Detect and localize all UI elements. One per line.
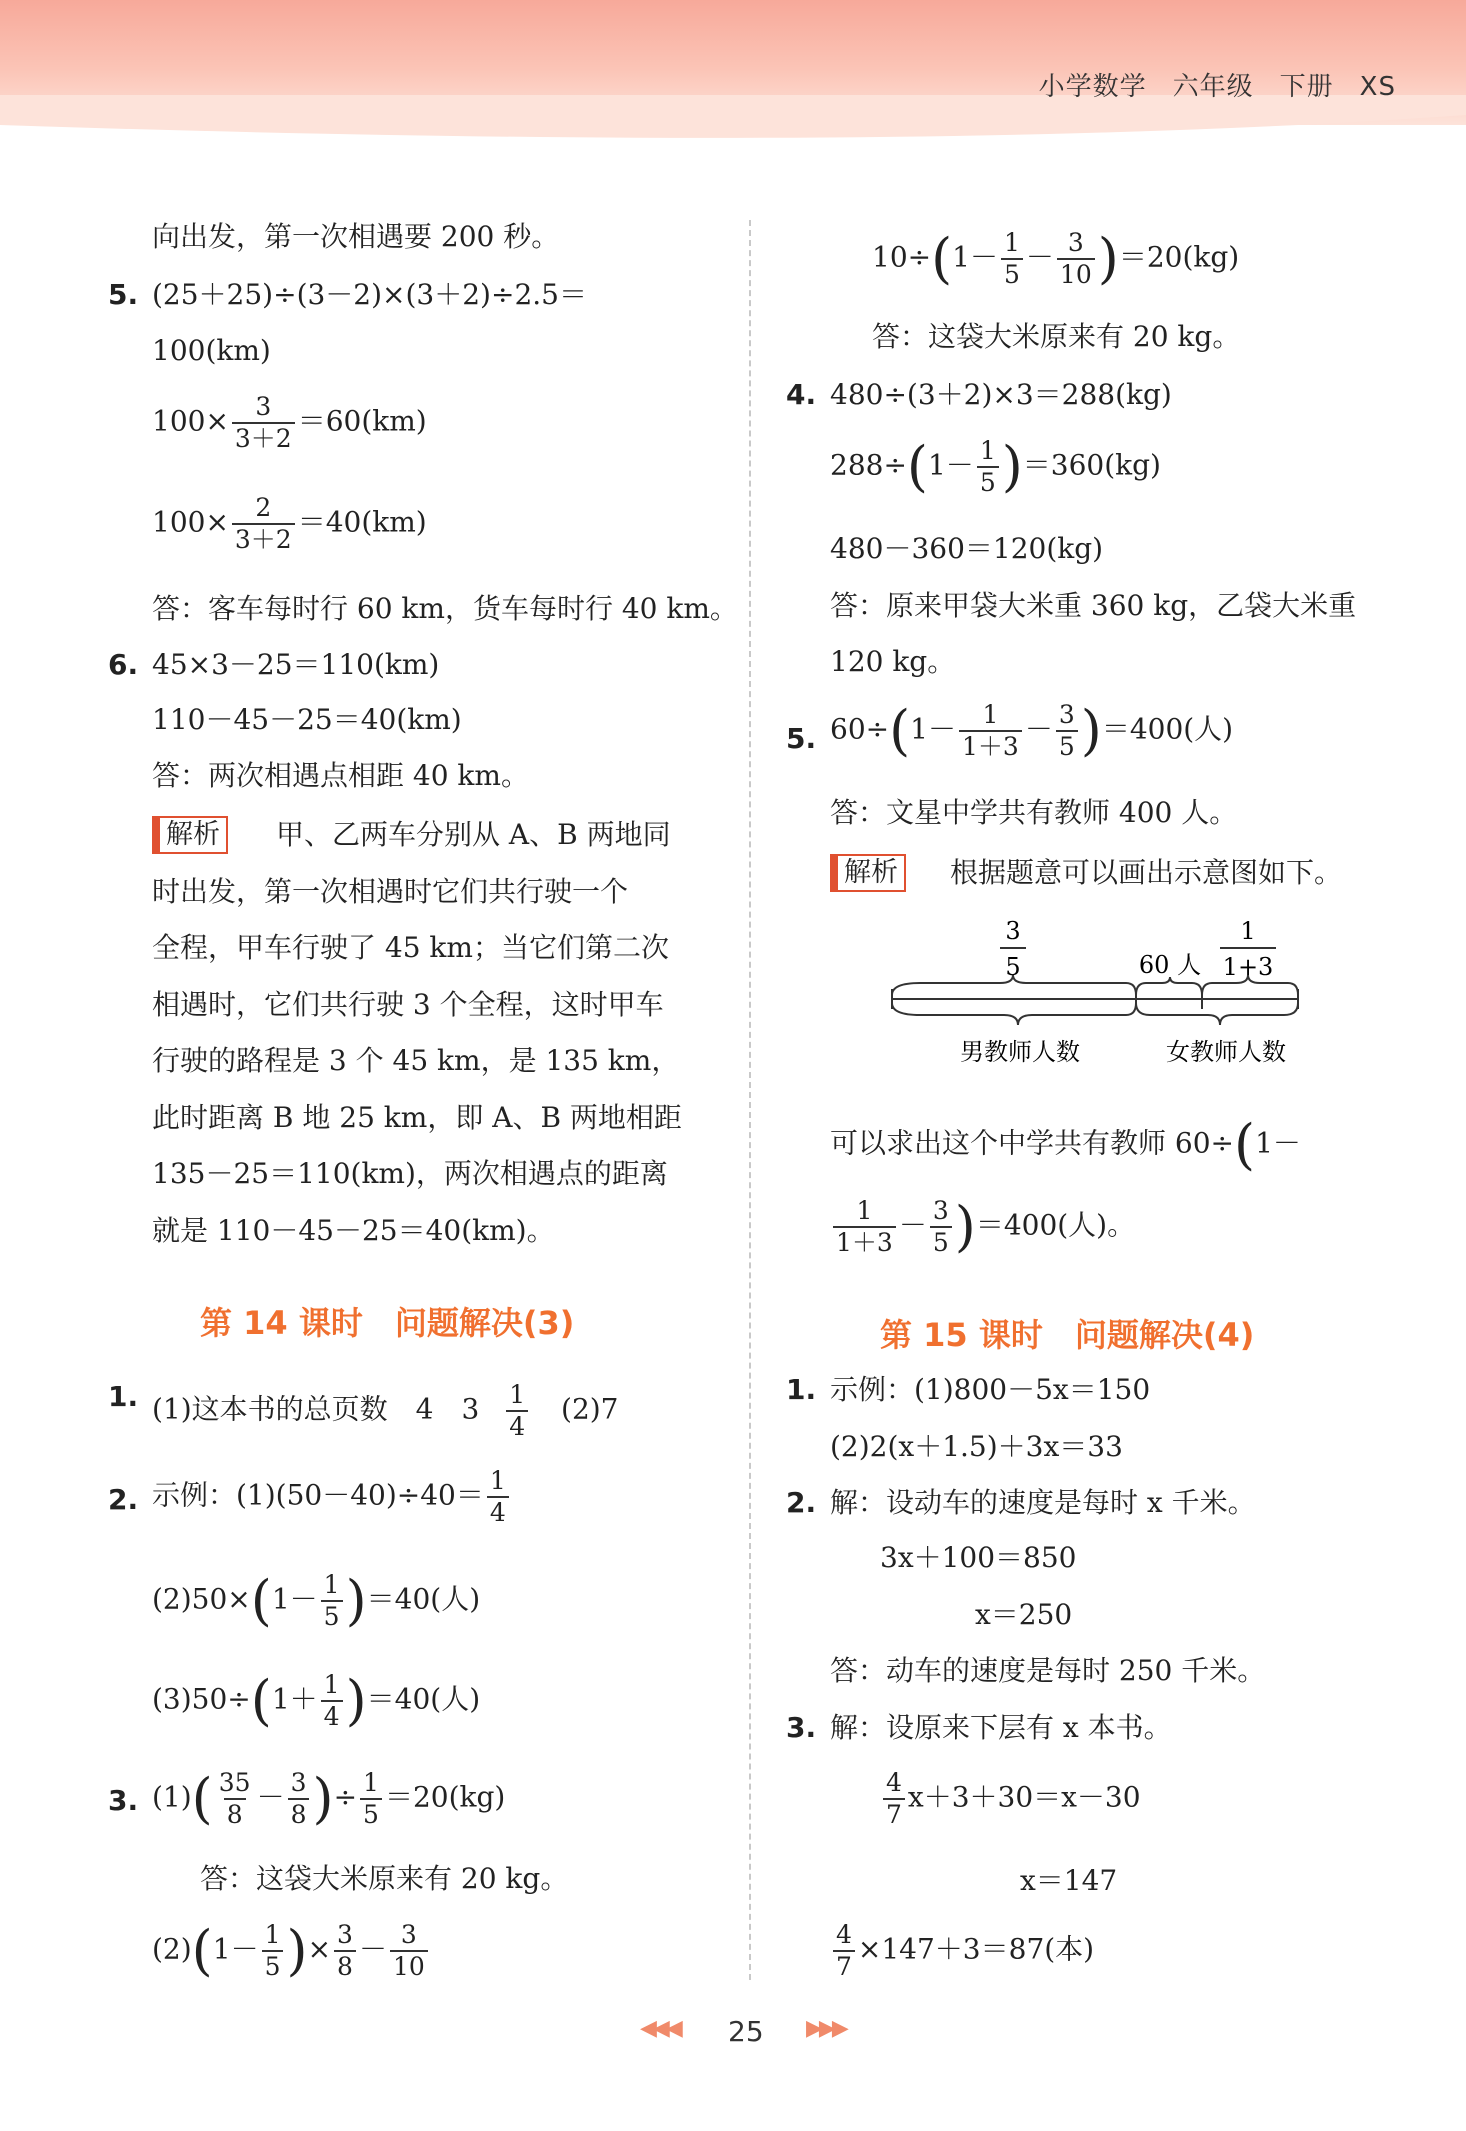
r-q4-line3: 480－360＝120(kg) (830, 532, 1104, 565)
header-info (1013, 66, 1396, 103)
r-calc-line2: $\frac{1}{1+3}$ － $\frac{3}{5}$ )＝400(人)。 (830, 1196, 1135, 1258)
fraction: $\frac{1}{1+3}$ (959, 700, 1022, 762)
q6-answer: 答：两次相遇点相距 40 km。 (152, 759, 529, 792)
analysis-line: 时出发，第一次相遇时它们共行驶一个 (152, 875, 629, 908)
fraction: $\frac{3}{8}$ (334, 1920, 356, 1982)
diagram-mid-label: 60 人 (1138, 951, 1202, 979)
q5-line3: 100× $\frac{3}{3+2}$ ＝60(km) (152, 392, 427, 453)
l15-q2-line1: 解：设动车的速度是每时 x 千米。 (830, 1486, 1256, 1519)
fraction: $\frac{3}{8}$ (288, 1768, 310, 1830)
l14-q3-line1: (1)( $\frac{35}{8}$ － $\frac{3}{8}$ )÷ $\frac{1}{5}$ ＝20(kg) (152, 1767, 506, 1830)
fraction: $\frac{3}{10}$ (1057, 228, 1095, 290)
intro-line: 向出发，第一次相遇要 200 秒。 (152, 220, 560, 253)
fraction: $\frac{3}{5}$ (930, 1196, 952, 1258)
diagram-frac2-den: 1+3 (1222, 953, 1274, 981)
fraction: $\frac{3}{10}$ (390, 1920, 428, 1982)
r-q5-number: 5. (786, 722, 817, 755)
l14-q1: (1)这本书的总页数 4 3 $\frac{1}{4}$ (2)7 (152, 1380, 619, 1441)
fraction: $\frac{1}{5}$ (1001, 228, 1023, 290)
l15-q3-line1: 解：设原来下层有 x 本书。 (830, 1711, 1172, 1744)
q5-number: 5. (108, 278, 139, 311)
diagram-male-label: 男教师人数 (960, 1038, 1080, 1066)
q6-line2: 110－45－25＝40(km) (152, 703, 462, 736)
analysis-line: 就是 110－45－25＝40(km)。 (152, 1214, 555, 1247)
analysis-line: 行驶的路程是 3 个 45 km，是 135 km， (152, 1044, 680, 1077)
analysis-line: 甲、乙两车分别从 A、B 两地同 (276, 818, 671, 851)
fraction: $\frac{1}{5}$ (262, 1920, 284, 1982)
subject: 小学数学 (1038, 72, 1147, 102)
q6-number: 6. (108, 648, 139, 681)
fraction: $\frac{4}{7}$ (883, 1768, 905, 1830)
volume: 下册 (1279, 72, 1334, 102)
prev-arrows-icon: ◀◀◀ (640, 2016, 679, 2041)
q5-line1: (25＋25)÷(3－2)×(3＋2)÷2.5＝ (152, 278, 587, 311)
r-q4-answer1: 答：原来甲袋大米重 360 kg，乙袋大米重 (830, 589, 1357, 622)
q5-line2: 100(km) (152, 334, 271, 367)
fraction: $\frac{1}{5}$ (360, 1768, 382, 1830)
fraction: $\frac{1}{5}$ (321, 1570, 343, 1632)
page-number: 25 (728, 2015, 764, 2048)
l14-q3-line3: (2)(1－ $\frac{1}{5}$ )× $\frac{3}{8}$ － $\frac{3}{10}$ (152, 1920, 431, 1982)
l15-q2-line3: x＝250 (975, 1598, 1073, 1631)
fraction: $\frac{1}{1+3}$ (833, 1196, 896, 1258)
diagram-frac1-num: 3 (1005, 917, 1021, 945)
column-divider (749, 220, 751, 1980)
l15-q3-line3: x＝147 (1020, 1864, 1118, 1897)
r-line1: 10÷(1－ $\frac{1}{5}$ － $\frac{3}{10}$ )＝20(kg) (872, 227, 1240, 290)
l14-q2-line2: (2)50×(1－ $\frac{1}{5}$ )＝40(人) (152, 1569, 481, 1632)
diagram-female-label: 女教师人数 (1166, 1038, 1286, 1066)
r-answer1: 答：这袋大米原来有 20 kg。 (872, 320, 1241, 353)
l15-q3-line2: $\frac{4}{7}$ x＋3＋30＝x－30 (880, 1768, 1141, 1830)
grade: 六年级 (1172, 72, 1254, 102)
teacher-diagram (880, 915, 1340, 1085)
l15-q2-number: 2. (786, 1486, 817, 1519)
analysis-line: 此时距离 B 地 25 km，即 A、B 两地相距 (152, 1101, 682, 1134)
l14-q1-number: 1. (108, 1380, 139, 1413)
l15-q2-line2: 3x＋100＝850 (880, 1541, 1077, 1574)
diagram-frac2-num: 1 (1240, 917, 1256, 945)
q5-answer: 答：客车每时行 60 km，货车每时行 40 km。 (152, 592, 738, 625)
fraction: $\frac{3}{3+2}$ (232, 392, 295, 454)
analysis-tag: 解析 (830, 854, 906, 892)
q5-line4: 100× $\frac{2}{3+2}$ ＝40(km) (152, 493, 427, 554)
analysis-tag: 解析 (152, 816, 228, 854)
fraction: $\frac{2}{3+2}$ (232, 493, 295, 555)
r-q5-line1: 60÷(1－ $\frac{1}{1+3}$ － $\frac{3}{5}$ )＝400(人) (830, 699, 1234, 762)
l15-q1-line2: (2)2(x＋1.5)＋3x＝33 (830, 1430, 1123, 1463)
l15-q2-answer: 答：动车的速度是每时 250 千米。 (830, 1654, 1266, 1687)
l14-q2-number: 2. (108, 1483, 139, 1516)
l14-q2-line1: 示例：(1)(50－40)÷40＝ $\frac{1}{4}$ (152, 1466, 512, 1528)
l14-q2-line3: (3)50÷(1＋ $\frac{1}{4}$ )＝40(人) (152, 1669, 481, 1732)
r-calc-line1: 可以求出这个中学共有教师 60÷(1－ (830, 1113, 1301, 1176)
fraction: $\frac{3}{5}$ (1056, 700, 1078, 762)
r-analysis: 根据题意可以画出示意图如下。 (950, 856, 1343, 889)
l14-q3-answer: 答：这袋大米原来有 20 kg。 (200, 1862, 569, 1895)
fraction: $\frac{35}{8}$ (218, 1768, 251, 1829)
r-q5-answer: 答：文星中学共有教师 400 人。 (830, 796, 1238, 829)
diagram-frac1-den: 5 (1005, 953, 1021, 981)
edition: XS (1359, 72, 1396, 102)
fraction: $\frac{1}{4}$ (321, 1670, 343, 1732)
fraction: $\frac{1}{5}$ (977, 436, 999, 498)
q6-line1: 45×3－25＝110(km) (152, 648, 440, 681)
fraction: $\frac{4}{7}$ (833, 1920, 855, 1982)
lesson-15-title: 第 15 课时 问题解决(4) (880, 1316, 1255, 1354)
r-q4-number: 4. (786, 378, 817, 411)
l14-q3-number: 3. (108, 1784, 139, 1817)
analysis-line: 相遇时，它们共行驶 3 个全程，这时甲车 (152, 988, 664, 1021)
fraction: $\frac{1}{4}$ (487, 1466, 509, 1528)
analysis-line: 全程，甲车行驶了 45 km；当它们第二次 (152, 931, 669, 964)
l15-q3-line4: $\frac{4}{7}$ ×147＋3＝87(本) (830, 1920, 1094, 1982)
r-q4-answer2: 120 kg。 (830, 645, 956, 678)
l15-q1-line1: 示例：(1)800－5x＝150 (830, 1373, 1151, 1406)
l15-q3-number: 3. (786, 1711, 817, 1744)
r-q4-line2: 288÷(1－ $\frac{1}{5}$ )＝360(kg) (830, 435, 1161, 498)
next-arrows-icon: ▶▶▶ (806, 2016, 845, 2041)
lesson-14-title: 第 14 课时 问题解决(3) (200, 1304, 575, 1342)
header-curve (0, 95, 1466, 155)
fraction: $\frac{1}{4}$ (506, 1380, 528, 1442)
analysis-line: 135－25＝110(km)，两次相遇点的距离 (152, 1157, 668, 1190)
r-q4-line1: 480÷(3＋2)×3＝288(kg) (830, 378, 1172, 411)
l15-q1-number: 1. (786, 1373, 817, 1406)
